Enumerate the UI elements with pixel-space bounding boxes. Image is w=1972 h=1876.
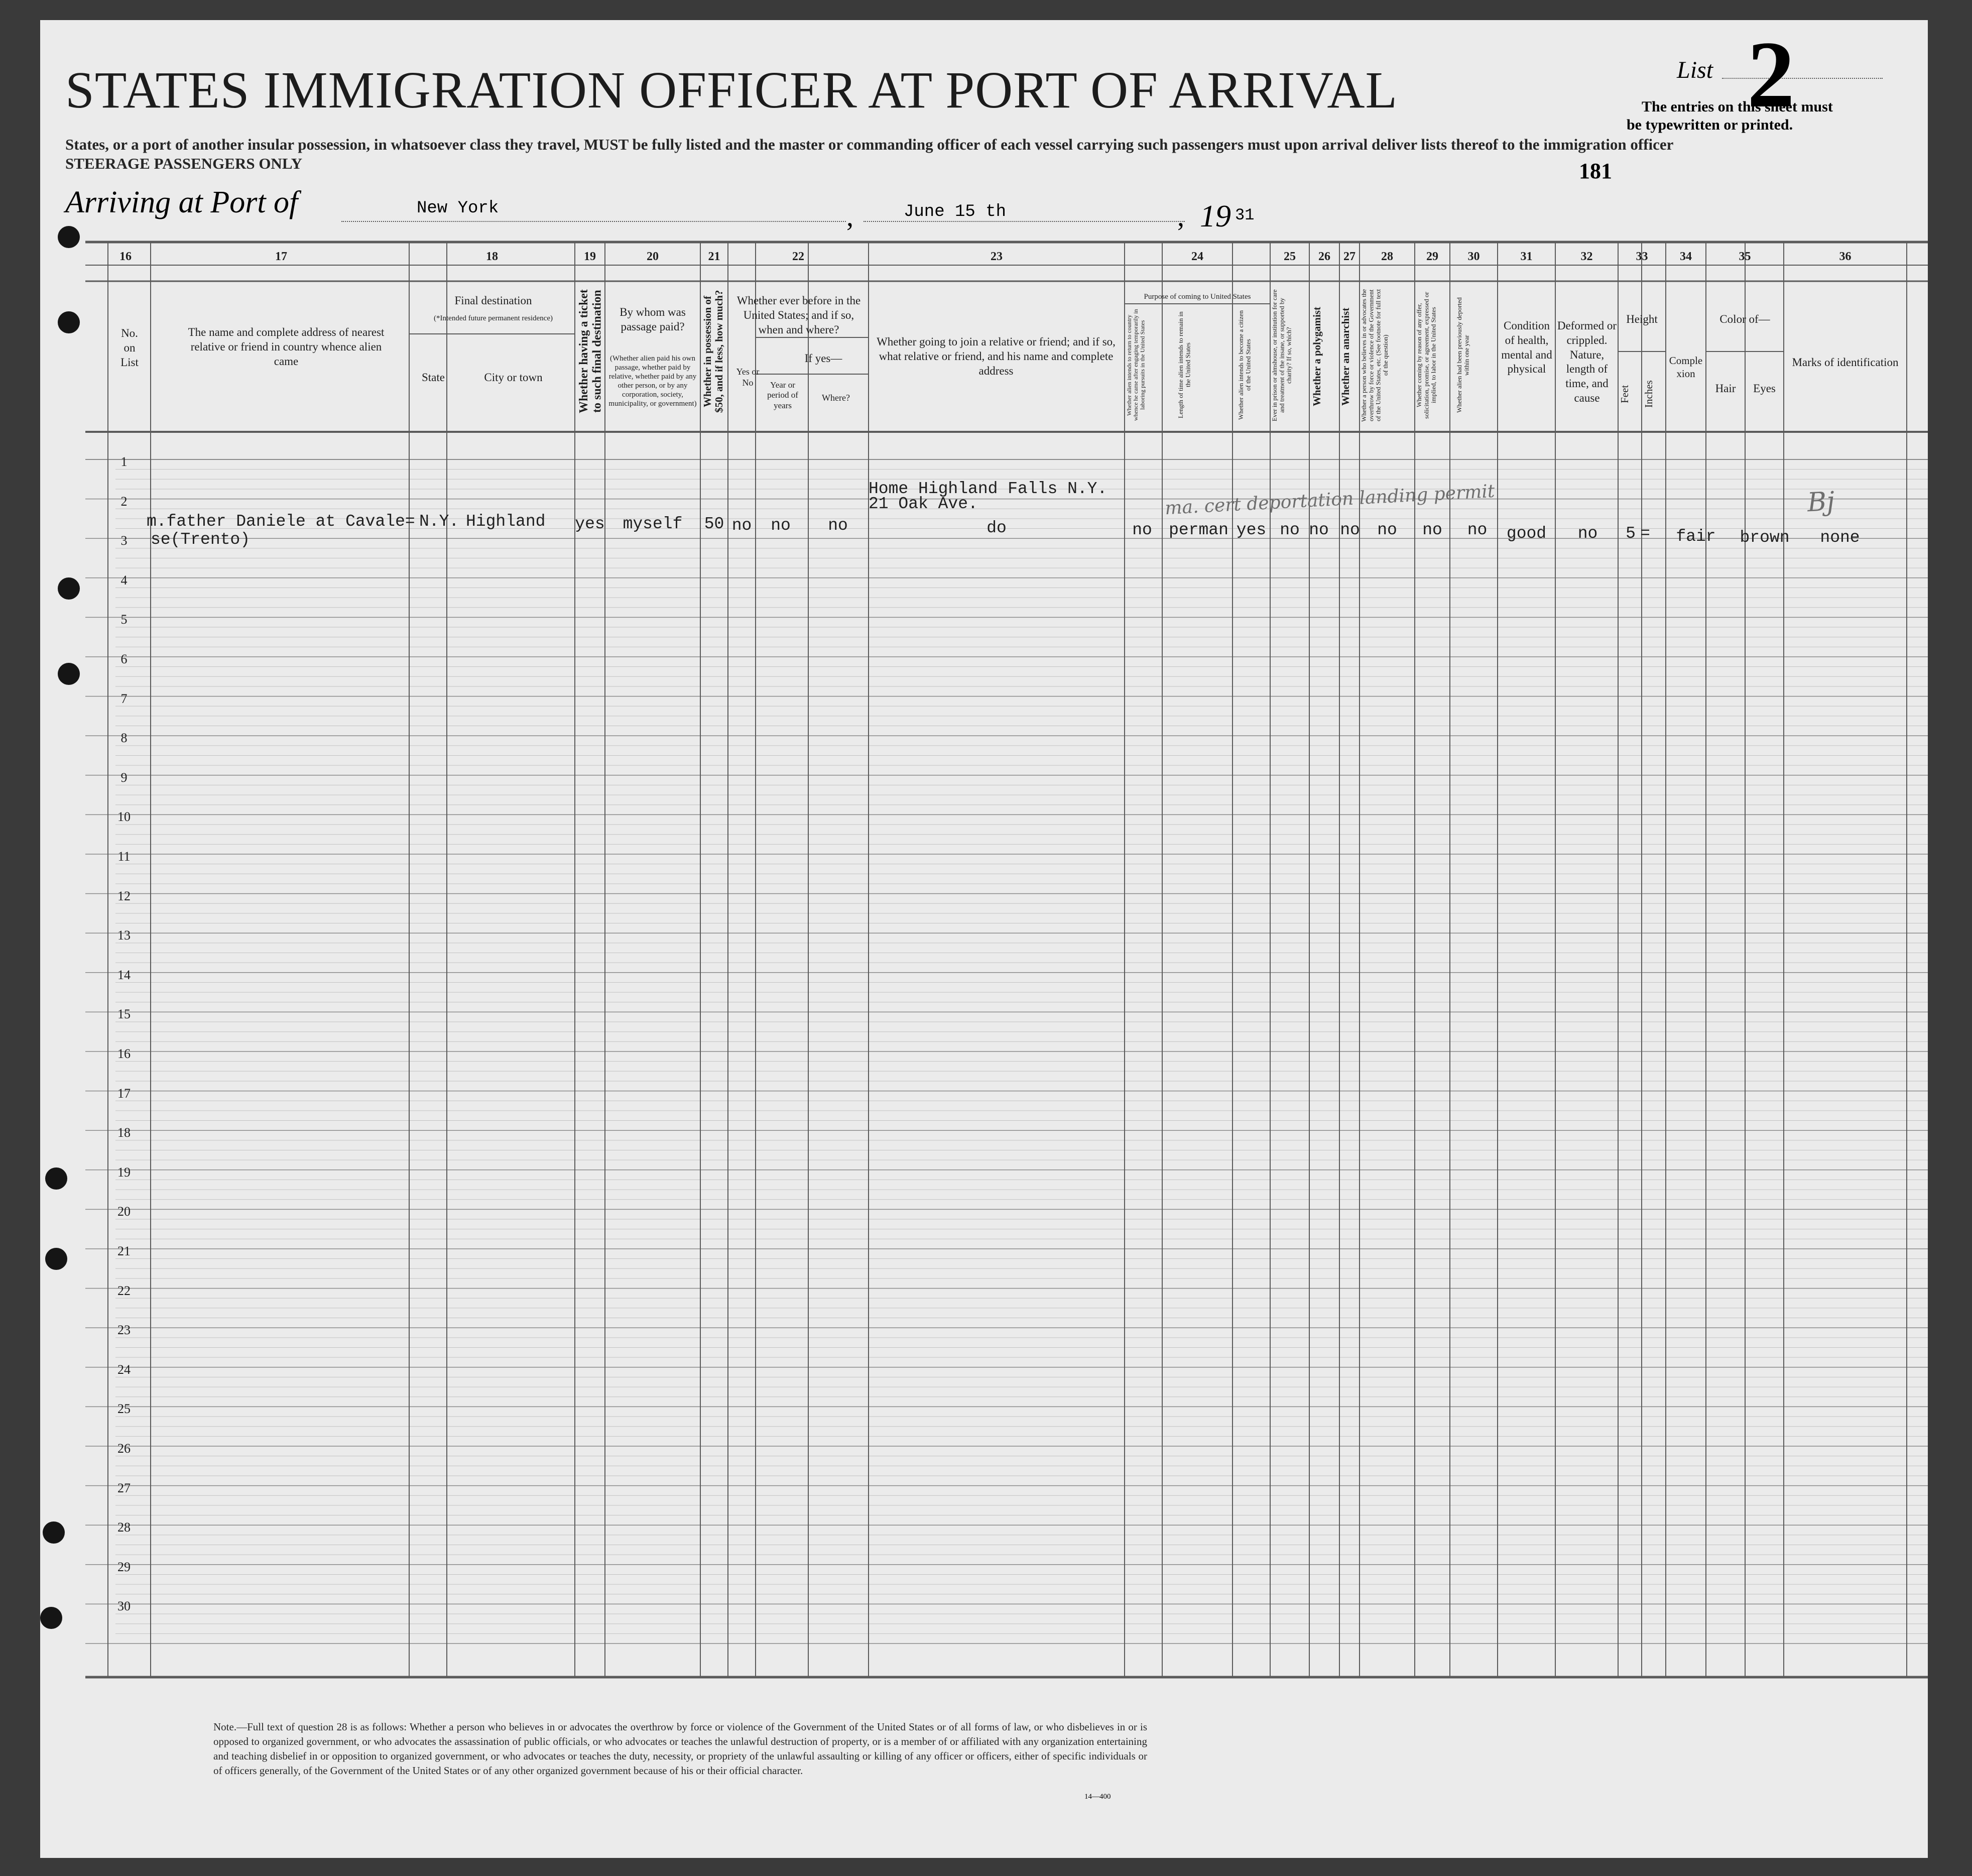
row-number: 3: [120, 533, 128, 548]
header-eyes: Eyes: [1753, 382, 1776, 395]
row-number: 9: [120, 770, 128, 785]
row-number: 23: [117, 1323, 131, 1338]
header-final-destination-note: (*Intended future permanent residence): [434, 314, 553, 322]
row-number: 26: [117, 1441, 131, 1456]
date-value: June 15 th: [904, 202, 1007, 221]
row-number: 29: [117, 1559, 131, 1574]
header-offer: Whether coming by reason of any offer, solicitation, promise, or agreement, expressed or implied, to labor in the United States: [1415, 292, 1437, 419]
row-number: 1: [120, 454, 128, 469]
cell-hair: brown: [1740, 528, 1790, 547]
row-number: 22: [117, 1283, 131, 1298]
cell-overthrow: no: [1377, 521, 1397, 539]
row-number: 30: [117, 1599, 131, 1614]
cell-passage: myself: [623, 515, 683, 533]
header-deported: Whether alien had been previously deported within one year: [1455, 297, 1470, 413]
header-if-yes: If yes—: [804, 352, 842, 365]
header-anarchist: Whether an anarchist: [1339, 307, 1351, 406]
colnum-31: 31: [1520, 250, 1533, 263]
colnum-20: 20: [647, 250, 659, 263]
colnum-30: 30: [1467, 250, 1480, 263]
cell-return: no: [1132, 521, 1152, 539]
colnum-16: 16: [119, 250, 132, 263]
row-number: 2: [120, 494, 128, 509]
header-height: Height: [1626, 313, 1658, 325]
cell-join-line3: do: [987, 519, 1007, 537]
row-number: 19: [117, 1164, 131, 1180]
colnum-33: 33: [1636, 250, 1648, 263]
row-number: 13: [117, 928, 131, 943]
header-feet: Feet: [1619, 385, 1631, 404]
row-number: 15: [117, 1007, 131, 1022]
header-passage: By whom was passage paid?: [620, 306, 686, 333]
cell-offer: no: [1422, 521, 1442, 539]
cell-inches: =: [1640, 524, 1650, 543]
header-polygamist: Whether a polygamist: [1311, 307, 1323, 406]
form-number: 14—400: [1084, 1793, 1111, 1801]
comma: ,: [1177, 201, 1184, 232]
colnum-26: 26: [1318, 250, 1330, 263]
row-number: 14: [117, 967, 131, 982]
cell-years: no: [771, 516, 791, 535]
row-number: 6: [120, 652, 128, 666]
header-citizen: Whether alien intends to become a citizen of the United States: [1237, 310, 1252, 420]
comma: ,: [846, 201, 853, 232]
colnum-19: 19: [584, 250, 596, 263]
list-label: List: [1677, 57, 1713, 83]
header-complexion: Complexion: [1669, 355, 1703, 380]
header-hair: Hair: [1715, 382, 1736, 395]
row-number: 5: [120, 612, 128, 627]
header-relative-address: The name and complete address of nearest relative or friend in country whence alien came: [188, 326, 385, 368]
cell-join-line2: 21 Oak Ave.: [869, 495, 978, 513]
colnum-17: 17: [275, 250, 287, 263]
steerage-label: STEERAGE PASSENGERS ONLY: [65, 155, 303, 172]
colnum-29: 29: [1426, 250, 1438, 263]
row-number: 7: [120, 691, 128, 706]
header-overthrow: Whether a person who believes in or advocates the overthrow by force or violence of the Government of the United States, etc. (See footnote for full text of the question): [1360, 289, 1389, 422]
cell-before: no: [731, 516, 752, 535]
cell-where: no: [828, 516, 848, 535]
row-number: 25: [117, 1401, 131, 1417]
cell-prison: no: [1280, 521, 1300, 539]
cell-money: 50: [704, 515, 724, 533]
cell-marks: none: [1820, 528, 1860, 547]
colnum-34: 34: [1680, 250, 1692, 263]
row-number: 27: [117, 1480, 131, 1495]
header-prison: Ever in prison or almshouse, or institution for care and treatment of the insane, or supported by charity? If so, which?: [1271, 289, 1293, 421]
colnum-35: 35: [1739, 250, 1751, 263]
colnum-21: 21: [708, 250, 720, 263]
row-number: 18: [117, 1125, 131, 1140]
row-number: 20: [117, 1204, 131, 1219]
cell-deformed: no: [1577, 524, 1598, 543]
colnum-23: 23: [991, 250, 1003, 263]
row-number: 12: [117, 888, 131, 903]
cell-health: good: [1506, 524, 1547, 543]
header-city: City or town: [484, 371, 543, 384]
port-value: New York: [417, 199, 499, 218]
page-title: STATES IMMIGRATION OFFICER AT PORT OF ARRIVAL: [65, 61, 1398, 119]
colnum-28: 28: [1381, 250, 1393, 263]
cell-ticket: yes: [575, 515, 605, 533]
header-yes-no: Yes or No: [736, 367, 760, 388]
row-number: 24: [117, 1362, 131, 1377]
colnum-32: 32: [1580, 250, 1593, 263]
cell-complexion: fair: [1676, 527, 1716, 546]
cell-polygamist: no: [1309, 521, 1329, 539]
header-deformed: Deformed or crippled. Nature, length of time, and cause: [1557, 319, 1617, 404]
row-number: 16: [117, 1046, 131, 1061]
colnum-24: 24: [1191, 250, 1203, 263]
header-passage-note: (Whether alien paid his own passage, whether paid by relative, whether paid by any other person, or by any corporation, society, municipality, or government): [608, 355, 697, 408]
colnum-36: 36: [1839, 250, 1852, 263]
header-health: Condition of health, mental and physical: [1501, 319, 1552, 376]
header-inches: Inches: [1643, 380, 1655, 408]
row-number: 11: [117, 849, 131, 864]
list-number: 2: [1747, 22, 1795, 128]
cell-length: perman: [1169, 521, 1228, 539]
header-color-of: Color of—: [1719, 313, 1770, 325]
cell-join-line1: Home Highland Falls N.Y.: [869, 480, 1107, 498]
header-purpose: Purpose of coming to United States: [1144, 293, 1251, 301]
cell-relative-address-line2: se(Trento): [151, 530, 251, 549]
handwritten-mark: Bj: [1806, 486, 1835, 518]
header-length: Length of time alien intends to remain in the United States: [1177, 311, 1192, 419]
year-prefix: 19: [1200, 199, 1231, 233]
serial-number: 181: [1579, 159, 1612, 183]
cell-city: Highland: [466, 512, 546, 531]
header-before-us: Whether ever before in the United States; and if so, when and where?: [736, 294, 861, 336]
header-ticket: Whether having a ticket to such final destination: [577, 289, 604, 414]
intro-text: States, or a port of another insular possession, in whatsoever class they travel, MUST be fully listed and the master or commanding officer of each vessel carrying such passengers must upon arrival deliver lists thereof to the immigration officer: [65, 136, 1674, 153]
header-years: Year or period of years: [767, 380, 798, 410]
colnum-27: 27: [1343, 250, 1355, 263]
row-number: 8: [120, 731, 128, 746]
header-return: Whether alien intends to return to country whence he came after engaging temporarily in laboring pursuits in the United States: [1126, 309, 1146, 421]
header-state: State: [422, 371, 445, 384]
cell-relative-address-line1: m.father Daniele at Cavale=: [147, 512, 415, 531]
handwritten-annotation: ma. cert deportation landing permit: [1164, 481, 1496, 519]
header-where: Where?: [822, 393, 850, 403]
cell-state: N.Y.: [419, 512, 459, 531]
cell-citizen: yes: [1236, 521, 1267, 539]
entries-note-line2: be typewritten or printed.: [1627, 116, 1793, 133]
row-number: 17: [117, 1086, 131, 1101]
arriving-label: Arriving at Port of: [65, 185, 298, 219]
entries-note-line1: The entries on this sheet must: [1642, 98, 1833, 115]
cell-anarchist: no: [1340, 521, 1360, 539]
row-number: 28: [117, 1520, 131, 1535]
year-suffix: 31: [1235, 206, 1255, 224]
header-money: Whether in possession of $50, and if less, how much?: [701, 290, 725, 413]
cell-feet: 5: [1626, 524, 1636, 543]
header-join-relative: Whether going to join a relative or friend; and if so, what relative or friend, and his name and complete address: [877, 335, 1116, 377]
header-marks: Marks of identification: [1792, 356, 1899, 369]
cell-deported: no: [1467, 521, 1488, 539]
row-number: 21: [117, 1244, 131, 1258]
colnum-18: 18: [486, 250, 498, 263]
header-no-on-list: No. on List: [120, 327, 139, 369]
row-number: 4: [120, 572, 128, 588]
row-number: 10: [117, 809, 131, 825]
colnum-22: 22: [792, 250, 804, 263]
colnum-25: 25: [1284, 250, 1296, 263]
footnote: Note.—Full text of question 28 is as follows: Whether a person who believes in or advocates the overthrow by force or violence of the Government of the United States or of all forms of law, or who disbelieves in or is opposed to organized government, or who advocates the assassination of public officials, or who advocates or teaches the unlawful destruction of property, or is a member of or affiliated with any organization entertaining and teaching disbelief in or opposition to organized government, or who advocates or teaches the duty, necessity, or propriety of the unlawful assaulting or killing of any officer or officers, either of specific individuals or of officers generally, of the Government of the United States or of any other organized government because of his or their official character.: [213, 1721, 1147, 1777]
header-final-destination: Final destination: [454, 294, 532, 307]
